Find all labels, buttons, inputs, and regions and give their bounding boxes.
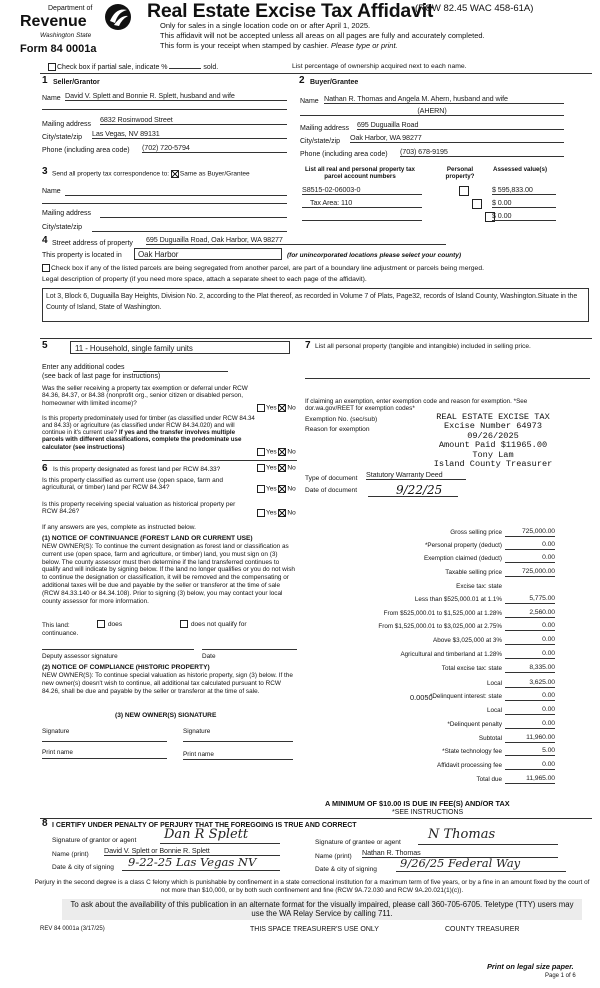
additional-codes-label: Enter any additional codes: [42, 364, 125, 371]
historic-yes-checkbox[interactable]: [257, 509, 265, 517]
exemption-reason-label: Reason for exemption: [305, 426, 370, 433]
sec3-mail-label: Mailing address: [42, 210, 92, 217]
calc-label: From $525,000.01 to $1,525,000 at 1.28%: [383, 610, 502, 617]
header-line-2: This affidavit will not be accepted unless all areas on all pages are fully and accurately completed.: [160, 31, 485, 40]
partial-sale: Check box if partial sale, indicate % sold.: [48, 63, 218, 72]
notice-continuance-heading: (1) NOTICE OF CONTINUANCE (FOREST LAND OR CURRENT USE): [42, 535, 253, 542]
exemption-question: Was the seller receiving a property tax exemption or deferral under RCW 84.36, 84.37, or 84.38 (nonprofit org., senior citizen or disabled person, homeowner with limited income)?: [42, 385, 248, 407]
form-number: Form 84 0001a: [20, 43, 97, 55]
buyer-heading: Buyer/Grantee: [310, 79, 359, 86]
current-use-yes-no: Yes No: [257, 485, 296, 493]
calc-value[interactable]: 3,625.00: [505, 679, 555, 688]
owner-signature-field-2[interactable]: [183, 741, 293, 742]
current-use-question: Is this property classified as current use (open space, farm and agricultural, or timber) land per RCW 84.34?: [42, 477, 224, 492]
buyer-mail-label: Mailing address: [300, 125, 350, 132]
timber-yes-no: Yes No: [257, 448, 296, 456]
owner-signature-label-1: Signature: [42, 728, 70, 735]
calc-label: Taxable selling price: [445, 569, 502, 576]
deputy-assessor-label: Deputy assessor signature: [42, 653, 118, 660]
owner-print-name-field-2[interactable]: [183, 759, 293, 760]
forest-yes-no: Yes No: [257, 464, 296, 472]
land-does-checkbox[interactable]: [97, 620, 105, 628]
deputy-date-field[interactable]: [202, 649, 297, 650]
local-rate: 0.0050: [410, 693, 433, 702]
additional-codes-field[interactable]: [133, 371, 228, 372]
personal-property-list-label: List all personal property (tangible and intangible) included in selling price.: [315, 343, 531, 350]
deputy-assessor-signature-field[interactable]: [42, 649, 194, 650]
land-does-not: does not qualify for: [180, 620, 247, 628]
revenue-swoosh-icon: [104, 3, 132, 31]
grantor-date-city-field[interactable]: 9-22-25 Las Vegas NV: [122, 856, 280, 871]
calc-value[interactable]: 0.00: [505, 622, 555, 631]
sec3-name-label: Name: [42, 188, 61, 195]
grantor-signature-field[interactable]: Dan R Splett: [160, 828, 280, 844]
owner-signature-label-2: Signature: [183, 728, 211, 735]
notice-compliance-heading: (2) NOTICE OF COMPLIANCE (HISTORIC PROPERTY): [42, 664, 210, 671]
calc-label: Subtotal: [478, 735, 502, 742]
unincorporated-note: (for unincorporated locations please select your county): [287, 252, 462, 259]
grantor-date-city-label: Date & city of signing: [52, 864, 114, 871]
calc-label: Total due: [476, 776, 502, 783]
doc-type-label: Type of document: [305, 475, 358, 482]
grantor-name-label: Name (print): [52, 851, 89, 858]
calc-label: From $1,525,000.01 to $3,025,000 at 2.75%: [378, 623, 502, 630]
segregated-parcels: Check box if any of the listed parcels are being segregated from another parcel, are part of a boundary line adjustment or parcels being merged.: [42, 264, 484, 273]
grantor-name-field[interactable]: David V. Splett or Bonnie R. Splett: [104, 847, 280, 856]
personal-property-checkbox-1[interactable]: [459, 186, 469, 196]
calc-label: *Delinquent interest: state: [429, 693, 502, 700]
calc-value[interactable]: 0.00: [505, 692, 555, 701]
deputy-date-label: Date: [202, 653, 216, 660]
calc-label: *State technology fee: [442, 748, 502, 755]
current-use-yes-checkbox[interactable]: [257, 485, 265, 493]
personal-property-list-field[interactable]: [305, 378, 590, 379]
buyer-city-field[interactable]: Oak Harbor, WA 98277: [350, 134, 564, 143]
calc-value[interactable]: 725,000.00: [505, 568, 555, 577]
personal-property-header: Personal property?: [445, 166, 475, 181]
calc-value[interactable]: 725,000.00: [505, 528, 555, 537]
grantee-date-city-field[interactable]: 9/26/25 Federal Way: [396, 857, 566, 872]
relay-service-notice: To ask about the availability of this publication in an alternate format for the visually impaired, please call 360-705-6705. Teletype (TTY) users may use the WA Relay Service by calling 711.: [62, 899, 582, 920]
calc-value[interactable]: 0.00: [505, 554, 555, 563]
forest-yes-checkbox[interactable]: [257, 464, 265, 472]
seller-phone-field[interactable]: (702) 720-5794: [142, 144, 287, 153]
exemption-yes-no: Yes No: [257, 404, 296, 412]
street-address-label: Street address of property: [52, 240, 133, 247]
assessed-value-2[interactable]: $ 0.00: [492, 199, 556, 208]
header-line-1: Only for sales in a single location code on or after April 1, 2025.: [160, 21, 371, 30]
calc-value[interactable]: 5,775.00: [505, 595, 555, 604]
parcel-number-1[interactable]: S8515-02-06003-0: [302, 186, 422, 195]
grantee-name-label: Name (print): [315, 853, 352, 860]
calc-label: Local: [486, 680, 502, 687]
sec3-name-field[interactable]: [65, 195, 287, 196]
form-title: Real Estate Excise Tax Affidavit: [147, 0, 434, 22]
calc-label: Affidavit processing fee: [437, 762, 502, 769]
calc-label: Less than $525,000.01 at 1.1%: [414, 596, 502, 603]
page-number: Page 1 of 6: [545, 973, 576, 979]
calc-value[interactable]: 0.00: [505, 761, 555, 770]
seller-phone-label: Phone (including area code): [42, 147, 130, 154]
header-line-3: This form is your receipt when stamped by cashier. Please type or print.: [160, 41, 398, 50]
notice-continuance-text: NEW OWNER(S): To continue the current designation as forest land or classification as current use (open space, farm and agriculture, or timber) land, you must sign on (3) below. The county assessor must then determine if the land transferred continues to qualify and will indicate by signing below. If the land no longer qualifies or you do not wish to continue the designation or classification, it will be removed and the compensating or additional taxes will be due and payable by the seller or transferor at the time of sale (RCW 84.33.140 or 84.34.108). Prior to signing (3) below, you may contact your local county assessor for more information.: [42, 543, 295, 605]
doc-type-field[interactable]: Statutory Warranty Deed: [366, 471, 466, 480]
calc-value[interactable]: 11,965.00: [505, 775, 555, 784]
same-as-buyer-checkbox[interactable]: [171, 170, 179, 178]
land-use-code-select[interactable]: 11 - Household, single family units: [70, 341, 290, 354]
owner-signature-field-1[interactable]: [42, 741, 167, 742]
seller-mail-label: Mailing address: [42, 121, 92, 128]
buyer-phone-label: Phone (including area code): [300, 151, 388, 158]
washington-state-text: Washington State: [40, 32, 92, 39]
perjury-notice: Perjury in the second degree is a class C felony which is punishable by confinement in a state correctional institution for a maximum term of five years, or by a fine in an amount fixed by the court of not more than $10,000, or by both such confinement and fine (RCW 9A.72.030 and RCW 9A.20.021(1)(c)).: [34, 879, 590, 894]
grantee-name-field[interactable]: Nathan R. Thomas: [362, 849, 558, 858]
buyer-name-field[interactable]: Nathan R. Thomas and Angela M. Ahern, husband and wife: [324, 95, 564, 104]
buyer-mail-field[interactable]: 695 Duguailla Road: [357, 121, 564, 130]
parcel-number-2[interactable]: Tax Area: 110: [302, 199, 422, 208]
parcel-number-3[interactable]: [302, 212, 422, 221]
owner-print-name-label-1: Print name: [42, 749, 73, 756]
new-owner-signature-heading: (3) NEW OWNER(S) SIGNATURE: [115, 712, 217, 719]
notice-compliance-text: NEW OWNER(S): To continue special valuation as historic property, sign (3) below. If the new owner(s) doesn't wish to continue, all additional tax calculated pursuant to RCW 84.26, shall be due and payable by the seller or transferor at the time of sale.: [42, 672, 293, 695]
doc-date-label: Date of document: [305, 487, 358, 494]
sec3-city-field[interactable]: [92, 231, 287, 232]
calc-value[interactable]: 0.00: [505, 650, 555, 659]
calc-label: *Delinquent penalty: [447, 721, 502, 728]
location-select[interactable]: Oak Harbor: [134, 248, 282, 260]
calc-value[interactable]: 2,560.00: [505, 609, 555, 618]
stamp-line-3: 09/26/2025: [467, 430, 519, 441]
timber-yes-checkbox[interactable]: [257, 448, 265, 456]
grantee-signature-label: Signature of grantee or agent: [315, 839, 401, 846]
calc-label: *Personal property (deduct): [424, 542, 502, 549]
current-use-no-checkbox[interactable]: [278, 485, 286, 493]
calc-label: Exemption claimed (deduct): [423, 555, 502, 562]
owner-print-name-field-1[interactable]: [42, 758, 167, 759]
exemption-no-checkbox[interactable]: [278, 404, 286, 412]
exemption-yes-checkbox[interactable]: [257, 404, 265, 412]
legal-desc-label: Legal description of property (if you need more space, attach a separate sheet to each page of the affidavit).: [42, 276, 367, 283]
personal-property-checkbox-2[interactable]: [472, 199, 482, 209]
form-citation: (RCW 82.45 WAC 458-61A): [415, 3, 534, 14]
calc-value[interactable]: 0.00: [505, 636, 555, 645]
calc-value[interactable]: 8,335.00: [505, 664, 555, 673]
list-percentage-note: List percentage of ownership acquired next to each name.: [292, 63, 467, 70]
additional-codes-note: (see back of last page for instructions): [42, 373, 161, 380]
grantee-date-city-label: Date & city of signing: [315, 866, 377, 873]
treasurer-receipt-stamp: [398, 413, 588, 470]
calc-label: Excise tax: state: [456, 583, 502, 590]
buyer-name-label: Name: [300, 98, 319, 105]
timber-no-checkbox[interactable]: [278, 448, 286, 456]
doc-date-field[interactable]: 9/22/25: [368, 484, 458, 497]
historic-question: Is this property receiving special valuation as historical property per RCW 84.26?: [42, 501, 236, 516]
this-land-label: This land:: [42, 622, 70, 629]
calc-value[interactable]: 5.00: [505, 747, 555, 756]
partial-sale-checkbox[interactable]: [48, 63, 56, 71]
print-legal-note: Print on legal size paper.: [487, 962, 574, 971]
stamp-line-2: Excise Number 64973: [444, 421, 542, 432]
revenue-text: Revenue: [20, 13, 87, 30]
revision-number: REV 84 0001a (3/17/25): [40, 926, 105, 932]
calc-label: Total excise tax: state: [441, 665, 502, 672]
stamp-line-1: REAL ESTATE EXCISE TAX: [436, 412, 550, 422]
calc-value[interactable]: 0.00: [505, 720, 555, 729]
timber-question: Is this property predominately used for timber (as classified under RCW 84.34 and 84.33) or agriculture (as classified under RCW 84.34.020) and will continue in it's current use? If yes and the transfer involves multiple parcels with different classifications, complete the predominate use calculator (see instructions): [42, 415, 255, 451]
land-does: does: [97, 620, 122, 628]
assessed-value-3[interactable]: $ 0.00: [492, 212, 556, 221]
sec3-city-label: City/state/zip: [42, 224, 83, 231]
tax-correspondence: Send all property tax correspondence to: Same as Buyer/Grantee: [52, 170, 250, 178]
buyer-name-field-2[interactable]: (AHERN): [300, 107, 564, 116]
if-yes-note: If any answers are yes, complete as instructed below.: [42, 524, 196, 531]
seller-city-label: City/state/zip: [42, 134, 83, 141]
legal-description-field[interactable]: Lot 3, Block 6, Duguailla Bay Heights, Division No. 2, according to the Plat thereof, as recorded in Volume 7 of Plats, Page32, records of Island County, Washington.Situate in the County of Island, State of Washington.: [42, 288, 589, 322]
calc-label: Agricultural and timberland at 1.28%: [400, 651, 502, 658]
certification-text: I CERTIFY UNDER PENALTY OF PERJURY THAT THE FOREGOING IS TRUE AND CORRECT: [52, 822, 357, 829]
street-address-field[interactable]: 695 Duguailla Road, Oak Harbor, WA 98277: [146, 236, 446, 245]
grantee-signature-field[interactable]: N Thomas: [418, 828, 558, 845]
seller-name-field[interactable]: David V. Splett and Bonnie R. Splett, husband and wife: [65, 92, 287, 101]
calc-value[interactable]: 0.00: [505, 541, 555, 550]
county-treasurer: COUNTY TREASURER: [445, 926, 520, 933]
buyer-city-label: City/state/zip: [300, 138, 341, 145]
land-does-not-checkbox[interactable]: [180, 620, 188, 628]
assessed-value-1[interactable]: $ 595,833.00: [492, 186, 556, 195]
treasurer-use-only: THIS SPACE TREASURER'S USE ONLY: [250, 926, 379, 933]
calc-label: Above $3,025,000 at 3%: [433, 637, 502, 644]
calc-value[interactable]: 0.00: [505, 706, 555, 715]
minimum-due-note: A MINIMUM OF $10.00 IS DUE IN FEE(S) AND/OR TAX: [325, 799, 510, 808]
parcel-header: List all real and personal property tax parcel account numbers: [304, 166, 416, 181]
seller-heading: Seller/Grantor: [53, 79, 100, 86]
exemption-no-label: Exemption No. (sec/sub): [305, 416, 378, 423]
sec3-mail-field[interactable]: [100, 217, 287, 218]
see-instructions: *SEE INSTRUCTIONS: [392, 809, 464, 816]
calc-label: Local: [486, 707, 502, 714]
segregated-checkbox[interactable]: [42, 264, 50, 272]
calc-label: Gross selling price: [450, 529, 502, 536]
exemption-code-note: If claiming an exemption, enter exemption code and reason for exemption. *See dor.wa.gov/REET for exemption codes*: [305, 398, 528, 413]
buyer-phone-field[interactable]: (703) 678-9195: [400, 148, 564, 157]
historic-yes-no: Yes No: [257, 509, 296, 517]
seller-city-field[interactable]: Las Vegas, NV 89131: [92, 130, 287, 139]
historic-no-checkbox[interactable]: [278, 509, 286, 517]
assessed-value-header: Assessed value(s): [493, 166, 547, 173]
seller-name-label: Name: [42, 95, 61, 102]
dor-logo: [10, 3, 140, 57]
seller-mail-field[interactable]: 6832 Rosinwood Street: [100, 116, 287, 125]
forest-no-checkbox[interactable]: [278, 464, 286, 472]
calc-value[interactable]: 11,960.00: [505, 734, 555, 743]
stamp-line-4: Amount Paid $11965.00: [438, 440, 548, 451]
grantor-signature-label: Signature of grantor or agent: [52, 837, 137, 844]
stamp-line-6: Island County Treasurer: [433, 459, 553, 470]
stamp-line-5: Tony Lam: [472, 449, 514, 460]
owner-print-name-label-2: Print name: [183, 751, 214, 758]
forest-land-question: Is this property designated as forest land per RCW 84.33?: [53, 466, 221, 473]
continuance-label: continuance.: [42, 630, 79, 637]
located-in-label: This property is located in: [42, 252, 122, 259]
dept-of-text: Department of: [48, 5, 93, 12]
